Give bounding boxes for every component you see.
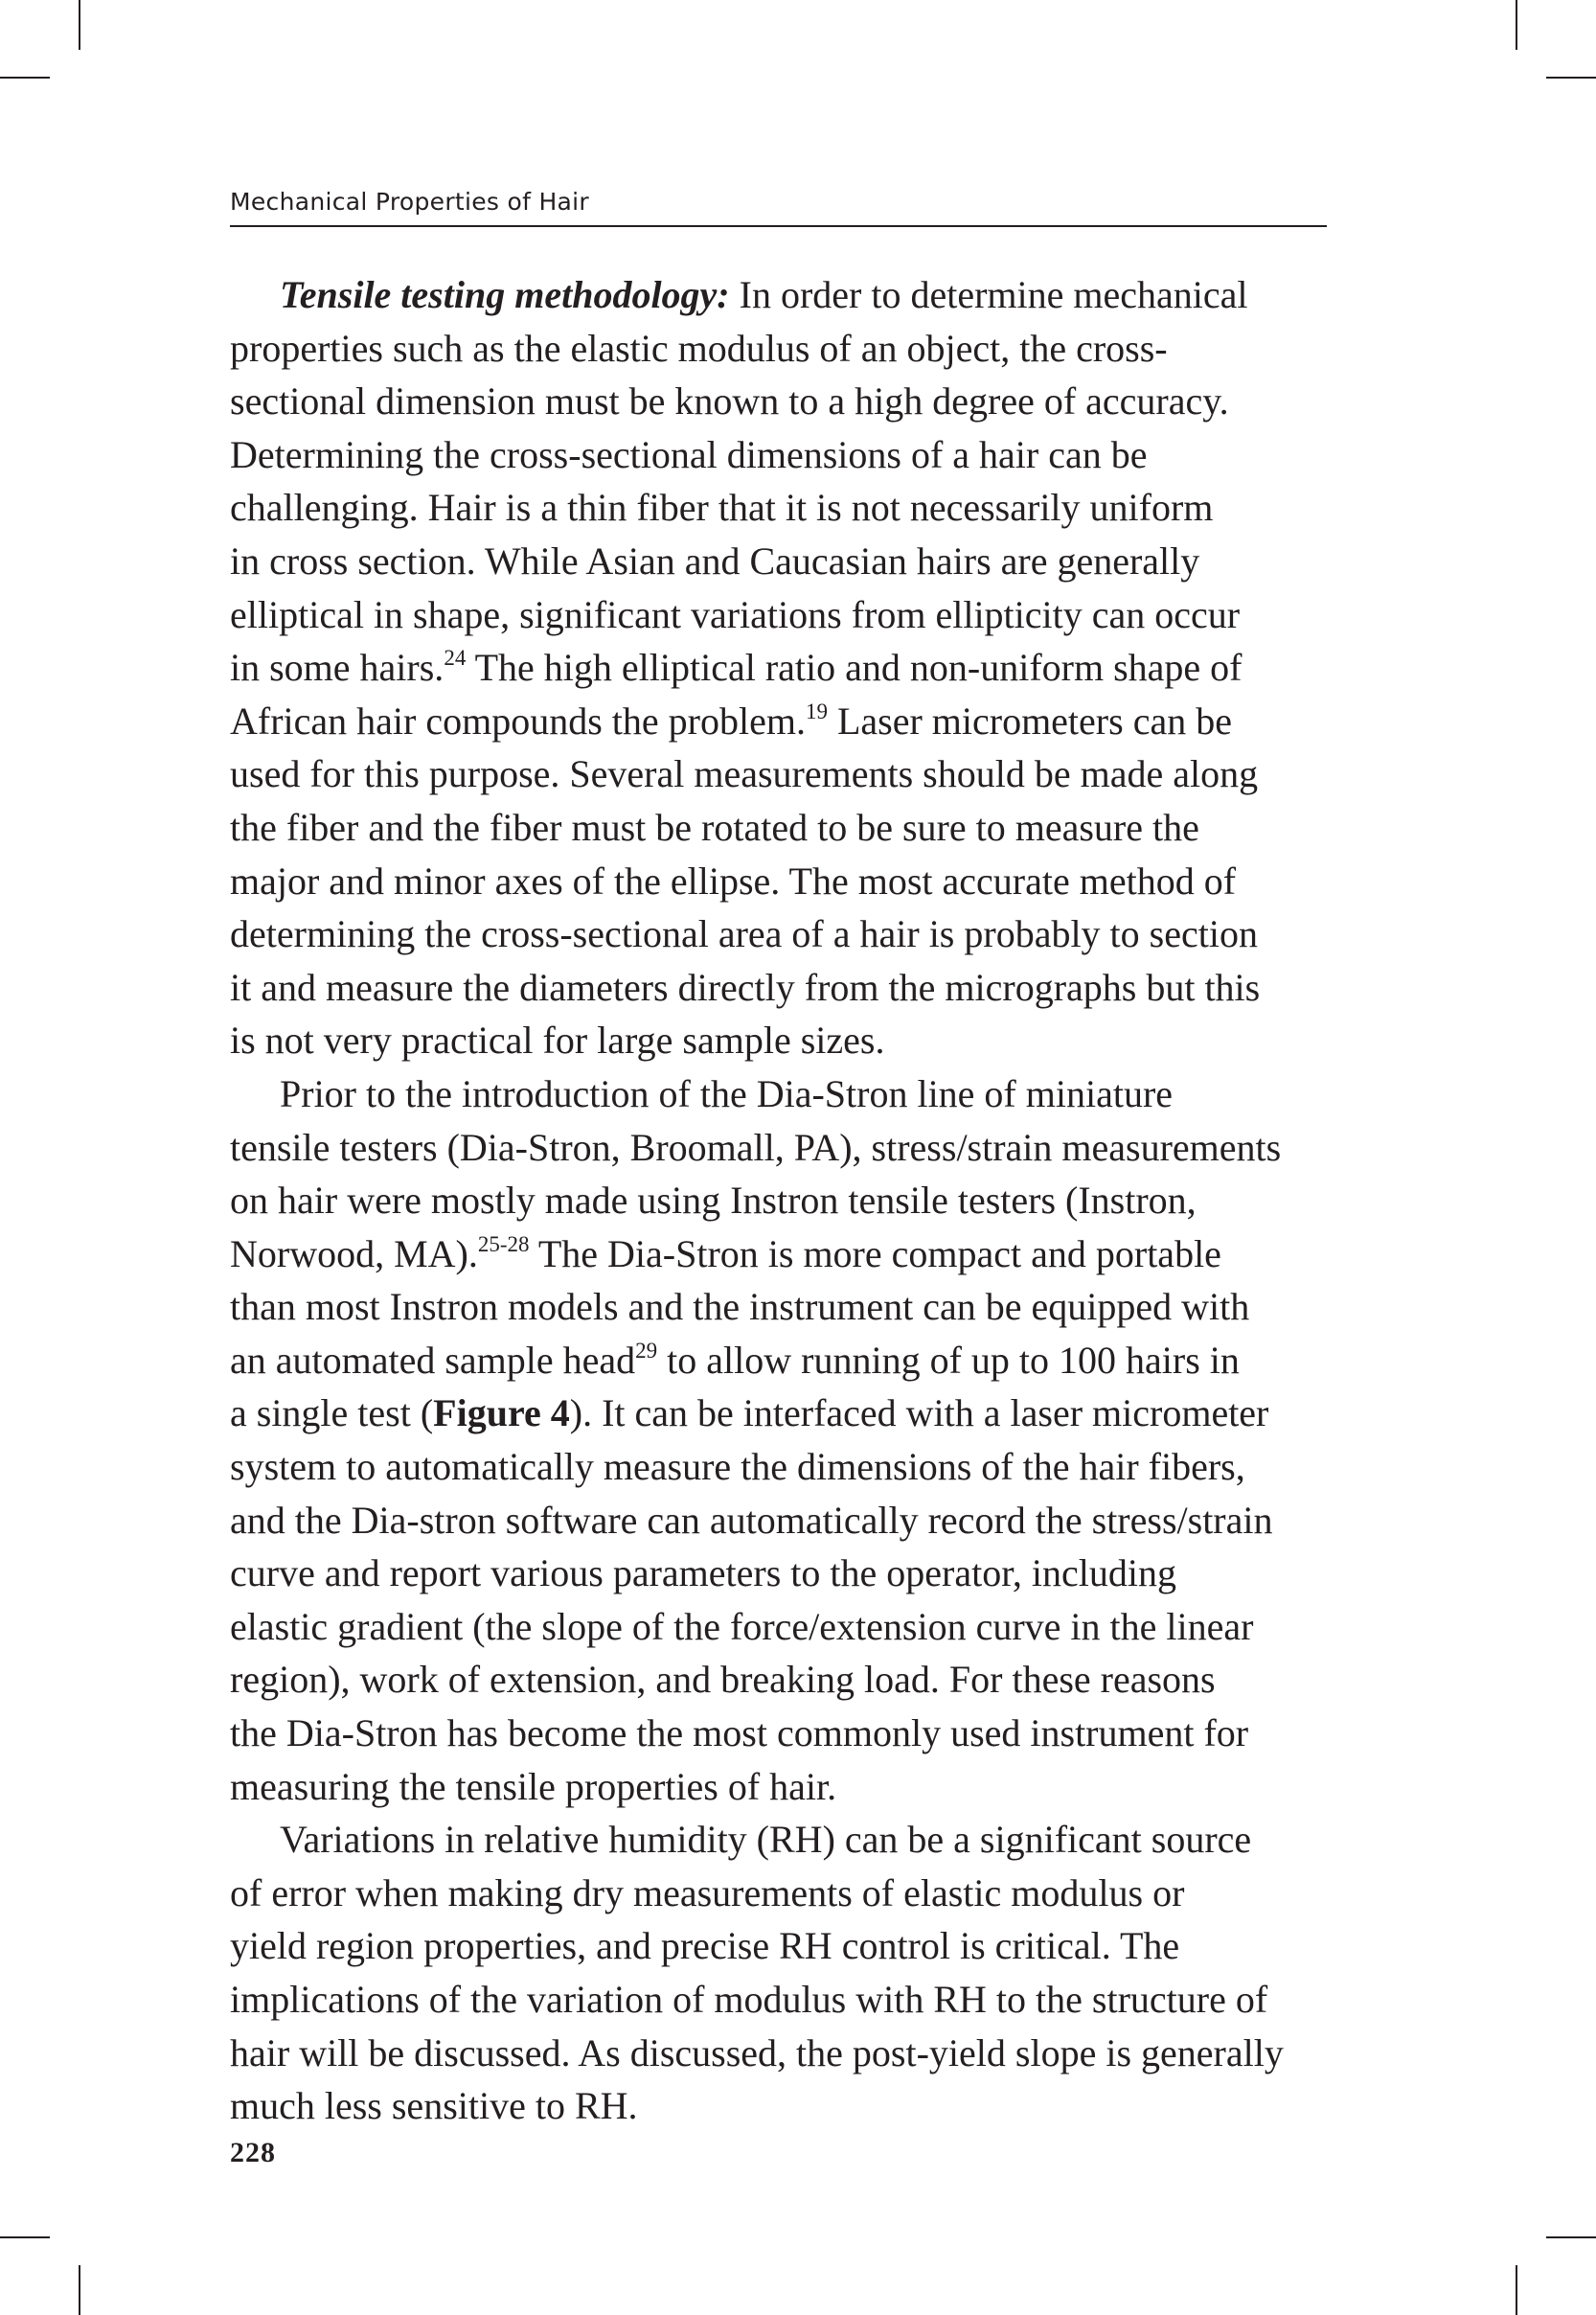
text-line: on hair were mostly made using Instron tensile testers (Instron, bbox=[230, 1179, 1197, 1223]
text-line: the Dia-Stron has become the most commonly used instrument for bbox=[230, 1711, 1249, 1755]
section-lead-in: Tensile testing methodology: bbox=[280, 273, 730, 316]
text-line: sectional dimension must be known to a high degree of accuracy. bbox=[230, 379, 1229, 424]
text-line: tensile testers (Dia-Stron, Broomall, PA), stress/strain measurements bbox=[230, 1125, 1282, 1169]
text-line: major and minor axes of the ellipse. The most accurate method of bbox=[230, 859, 1237, 903]
paragraph-dia-stron bbox=[230, 1067, 1327, 1813]
body-text bbox=[230, 268, 1327, 2133]
crop-mark-bottom-left bbox=[79, 2265, 80, 2315]
text-line: hair will be discussed. As discussed, the post-yield slope is generally bbox=[230, 2030, 1284, 2074]
text-line: Variations in relative humidity (RH) can be a significant source bbox=[280, 1818, 1252, 1862]
text-line: African hair compounds the problem.$^{19}$ Laser micrometers can be bbox=[230, 699, 1232, 743]
running-head: Mechanical Properties of Hair bbox=[230, 188, 1327, 227]
crop-mark-top-right-h bbox=[1546, 77, 1596, 79]
text-line: than most Instron models and the instrument can be equipped with bbox=[230, 1285, 1250, 1329]
crop-mark-bottom-left-h bbox=[0, 2236, 50, 2238]
text-line: an automated sample head$^{29}$ to allow running of up to 100 hairs in bbox=[230, 1338, 1240, 1382]
citation-superscript: 24 bbox=[444, 646, 467, 671]
text-line: it and measure the diameters directly from the micrographs but this bbox=[230, 965, 1261, 1009]
text-line: Tensile testing methodology: In order to determine mechanical bbox=[280, 273, 1248, 316]
citation-superscript: 25-28 bbox=[477, 1231, 530, 1256]
text-line: and the Dia-stron software can automatically record the stress/strain bbox=[230, 1498, 1273, 1542]
text-line: measuring the tensile properties of hair. bbox=[230, 1764, 837, 1808]
text-line: elastic gradient (the slope of the force/extension curve in the linear bbox=[230, 1604, 1254, 1648]
text-line: properties such as the elastic modulus of an object, the cross- bbox=[230, 326, 1168, 370]
text-line: the fiber and the fiber must be rotated to be sure to measure the bbox=[230, 805, 1199, 849]
page-number: 228 bbox=[230, 2137, 276, 2168]
text-line: region), work of extension, and breaking load. For these reasons bbox=[230, 1658, 1216, 1702]
text-line: is not very practical for large sample sizes. bbox=[230, 1019, 885, 1063]
text-line: Determining the cross-sectional dimensions of a hair can be bbox=[230, 432, 1148, 476]
figure-reference: Figure 4 bbox=[433, 1391, 570, 1435]
text-line: curve and report various parameters to the operator, including bbox=[230, 1551, 1177, 1595]
text-line: determining the cross-sectional area of a hair is probably to section bbox=[230, 912, 1258, 956]
crop-mark-top-right bbox=[1516, 0, 1517, 50]
crop-mark-top-left bbox=[79, 0, 80, 50]
text-line: of error when making dry measurements of elastic modulus or bbox=[230, 1870, 1185, 1914]
paragraph-tensile-testing bbox=[230, 268, 1327, 1067]
crop-mark-top-left-h bbox=[0, 77, 50, 79]
crop-mark-bottom-right-h bbox=[1546, 2236, 1596, 2238]
text-line: in cross section. While Asian and Caucasian hairs are generally bbox=[230, 539, 1200, 583]
text-line: Norwood, MA).$^{25-28}$ The Dia-Stron is more compact and portable bbox=[230, 1231, 1221, 1275]
crop-mark-bottom-right bbox=[1516, 2265, 1517, 2315]
citation-superscript: 19 bbox=[805, 699, 828, 723]
text-line: used for this purpose. Several measurements should be made along bbox=[230, 752, 1259, 796]
text-line: Prior to the introduction of the Dia-Stron line of miniature bbox=[280, 1071, 1174, 1115]
text-line: challenging. Hair is a thin fiber that it is not necessarily uniform bbox=[230, 486, 1214, 530]
text-line: implications of the variation of modulus with RH to the structure of bbox=[230, 1978, 1268, 2021]
text-line: system to automatically measure the dimensions of the hair fibers, bbox=[230, 1445, 1245, 1489]
text-line: elliptical in shape, significant variations from ellipticity can occur bbox=[230, 592, 1241, 636]
text-line: much less sensitive to RH. bbox=[230, 2084, 638, 2128]
citation-superscript: 29 bbox=[635, 1338, 658, 1363]
paragraph-relative-humidity bbox=[230, 1813, 1327, 2133]
text-line: yield region properties, and precise RH control is critical. The bbox=[230, 1924, 1180, 1968]
text-line: in some hairs.$^{24}$ The high elliptical ratio and non-uniform shape of bbox=[230, 646, 1243, 690]
text-line: a single test (Figure 4). It can be interfaced with a laser micrometer bbox=[230, 1391, 1269, 1435]
